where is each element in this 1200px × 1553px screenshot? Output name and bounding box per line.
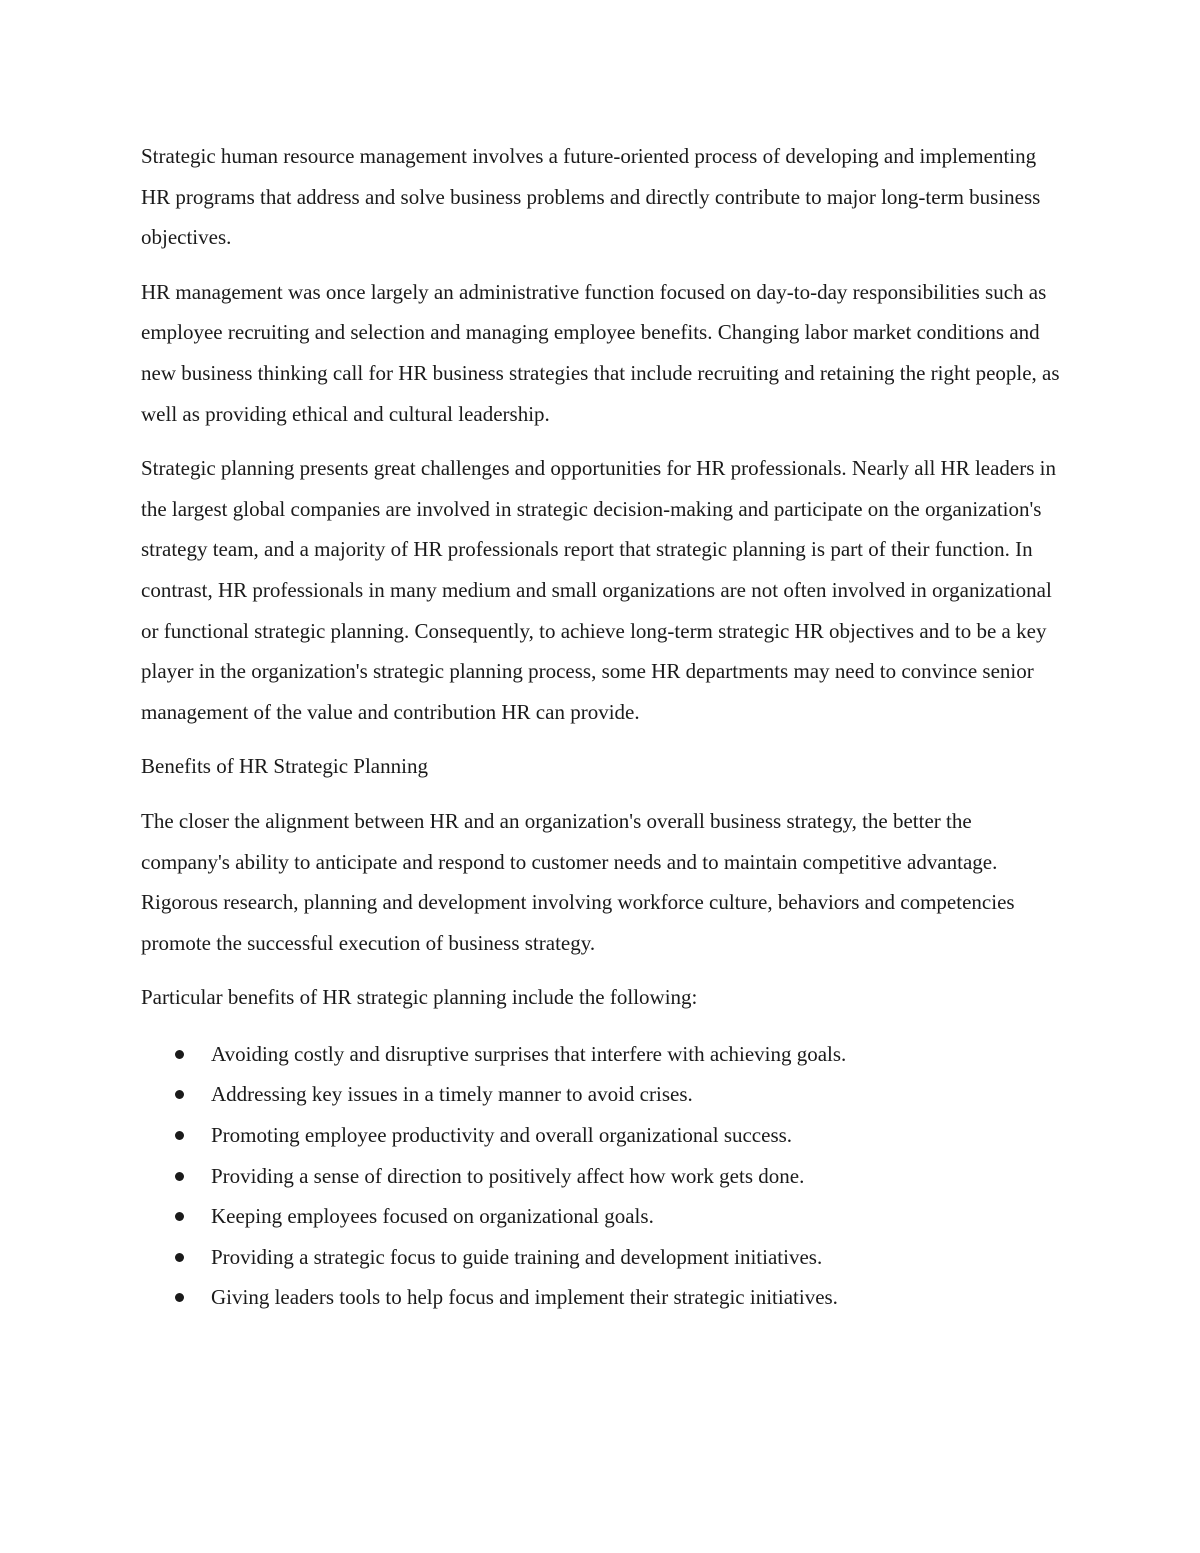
paragraph-alignment: The closer the alignment between HR and an organization's overall business strategy, the better the company's ability to anticipate and respond to customer needs and to maintain competitive advantage. Rigorous research, planning and development involving workforce culture, behaviors and competencies promote the successful execution of business strategy. bbox=[141, 808, 1015, 955]
list-item-text: Providing a sense of direction to positively affect how work gets done. bbox=[211, 1163, 805, 1188]
list-item bbox=[141, 1196, 1061, 1237]
list-item bbox=[141, 1034, 1061, 1075]
bullet-icon bbox=[175, 1090, 184, 1099]
bullet-icon bbox=[175, 1293, 184, 1302]
list-item bbox=[141, 1156, 1061, 1197]
bullet-icon bbox=[175, 1172, 184, 1181]
list-item bbox=[141, 1115, 1061, 1156]
paragraph-intro: Strategic human resource management involves a future-oriented process of developing and implementing HR programs that address and solve business problems and directly contribute to major long-term business objectives. bbox=[141, 144, 1041, 250]
benefits-list bbox=[141, 1034, 1061, 1318]
section-heading: Benefits of HR Strategic Planning bbox=[141, 754, 428, 779]
bullet-icon bbox=[175, 1131, 184, 1140]
bullet-icon bbox=[175, 1253, 184, 1262]
list-item-text: Promoting employee productivity and overall organizational success. bbox=[211, 1123, 793, 1148]
list-item-text: Providing a strategic focus to guide training and development initiatives. bbox=[211, 1244, 823, 1269]
paragraph-history: HR management was once largely an administrative function focused on day-to-day responsibilities such as employee recruiting and selection and managing employee benefits. Changing labor market conditions and new business thinking call for HR business strategies that include recruiting and retaining the right people, as well as providing ethical and cultural leadership. bbox=[141, 279, 1060, 426]
document-body bbox=[141, 136, 1061, 1318]
list-item bbox=[141, 1074, 1061, 1115]
paragraph-strategic-planning: Strategic planning presents great challenges and opportunities for HR professionals. Nearly all HR leaders in the largest global companies are involved in strategic decision-making and participate on the organization's strategy team, and a majority of HR professionals report that strategic planning is part of their function. In contrast, HR professionals in many medium and small organizations are not often involved in organizational or functional strategic planning. Consequently, to achieve long-term strategic HR objectives and to be a key player in the organization's strategic planning process, some HR departments may need to convince senior management of the value and contribution HR can provide. bbox=[141, 456, 1056, 724]
bullet-icon bbox=[175, 1212, 184, 1221]
list-item-text: Giving leaders tools to help focus and implement their strategic initiatives. bbox=[211, 1285, 838, 1310]
list-item-text: Addressing key issues in a timely manner to avoid crises. bbox=[211, 1082, 693, 1107]
list-item-text: Avoiding costly and disruptive surprises that interfere with achieving goals. bbox=[211, 1041, 847, 1066]
benefits-list-wrapper bbox=[141, 1034, 1061, 1318]
list-item bbox=[141, 1237, 1061, 1278]
list-item-text: Keeping employees focused on organizational goals. bbox=[211, 1204, 654, 1229]
bullet-icon bbox=[175, 1050, 184, 1059]
paragraph-list-intro: Particular benefits of HR strategic planning include the following: bbox=[141, 985, 698, 1010]
list-item bbox=[141, 1277, 1061, 1318]
